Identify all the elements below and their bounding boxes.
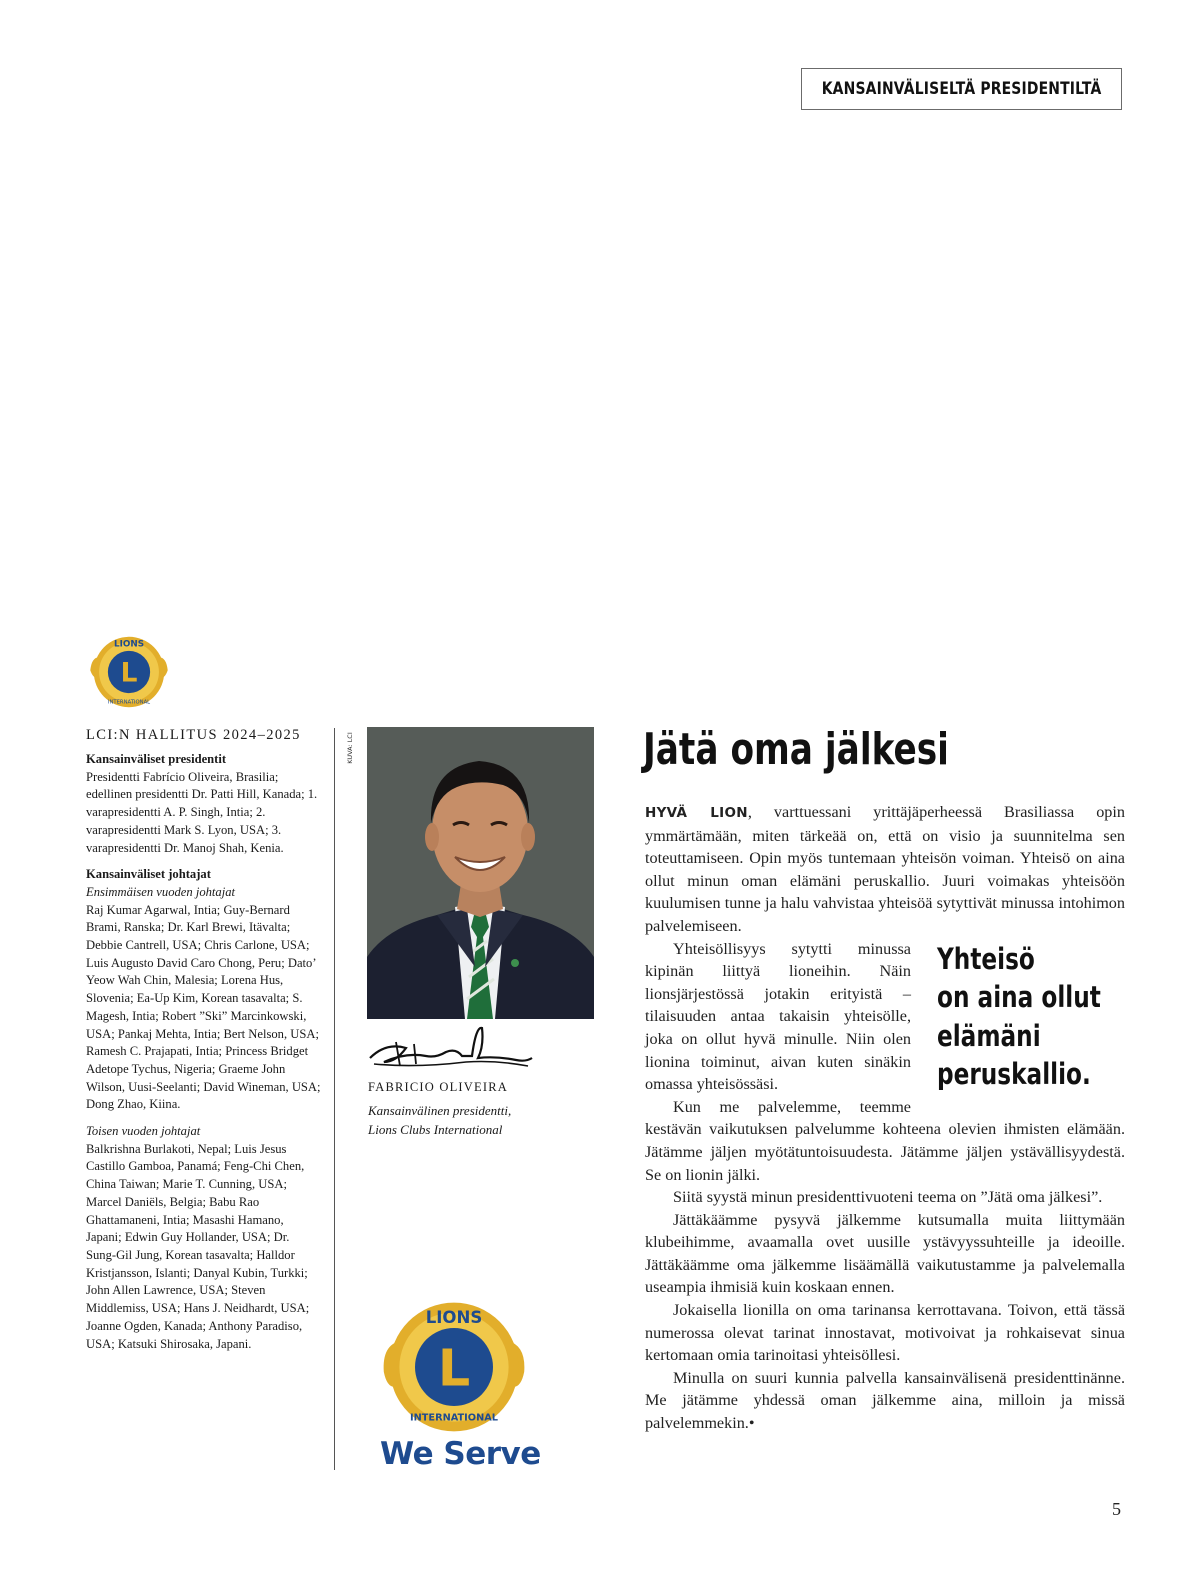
- logo-top-text: LIONS: [113, 639, 145, 650]
- portrait-illustration: [367, 727, 594, 1019]
- first-year-heading: Ensimmäisen vuoden johtajat: [86, 884, 236, 899]
- pull-quote: [937, 940, 1125, 1094]
- big-logo-letter: L: [437, 1338, 471, 1398]
- article-body: [645, 801, 1125, 1435]
- photo-credit-text: KUVA: LCI: [345, 732, 354, 764]
- board-list: [86, 726, 322, 1362]
- article-paragraph-1: [645, 801, 1125, 938]
- big-logo-top-text: LIONS: [425, 1308, 483, 1328]
- signature-name: FABRICIO OLIVEIRA: [368, 1080, 508, 1094]
- president-portrait: [367, 727, 594, 1019]
- logo-bottom-text: INTERNATIONAL: [107, 699, 151, 706]
- article-paragraph-7: [645, 1367, 1125, 1435]
- article-title-text: Jätä oma jälkesi: [643, 724, 949, 775]
- article-paragraph-4: Siitä syystä minun presidenttivuoteni teema on ”Jätä oma jälkesi”.: [673, 1188, 1103, 1207]
- president-signature: [366, 1022, 534, 1074]
- lions-logo-large: [376, 1292, 532, 1442]
- salutation: HYVÄ LION: [645, 805, 748, 821]
- column-divider: [334, 728, 335, 1470]
- article-p2-text: Yhteisöllisyys sytytti minussa kipinän liittyä lioneihin. Näin lionsjärjestössä jotakin erityistä – tilaisuuden antaa takaisin yhteisölle, joka on ollut hyvä minulle. Niin olen lionina toiminut, aivan kuten sinäkin omassa yhteisössäsi.: [645, 939, 911, 1094]
- section-label-box: [801, 68, 1122, 110]
- article-title: [643, 722, 1123, 778]
- article-paragraph-3: Kun me palvelemme, teemme kestävän vaikutuksen palvelumme kohteena olevien ihmisten elämään. Jätämme jäljen myötätuntoisuudesta. Jätämme jäljen ystävällisyydestä. Se on lionin jälki.: [645, 1097, 1125, 1184]
- signature-title-line2: Lions Clubs International: [368, 1122, 503, 1137]
- presidents-text: Presidentti Fabrício Oliveira, Brasilia; edellinen presidentti Dr. Patti Hill, Kanada; 1. varapresidentti A. P. Singh, Intia; 2. varapresidentti Mark S. Lyon, USA; 3. varapresidentti Dr. Manoj Shah, Kenia.: [86, 769, 318, 855]
- second-year-heading: Toisen vuoden johtajat: [86, 1124, 201, 1139]
- article-paragraph-2: [645, 938, 1125, 1096]
- board-title: LCI:N HALLITUS 2024–2025: [86, 727, 301, 743]
- pull-quote-line: on aina ollut: [937, 980, 1101, 1015]
- photo-credit: [346, 726, 362, 770]
- signature-title: [368, 1101, 511, 1139]
- signature-title-line1: Kansainvälinen presidentti,: [368, 1103, 512, 1118]
- page-number: 5: [1112, 1499, 1121, 1519]
- end-mark: •: [748, 1414, 755, 1433]
- logo-letter: L: [120, 657, 138, 689]
- lions-logo-small: [84, 628, 174, 716]
- pull-quote-line: elämäni: [937, 1018, 1041, 1053]
- pull-quote-line: peruskallio.: [937, 1057, 1091, 1092]
- article-paragraph-6: Jokaisella lionilla on oma tarinansa kerrottavana. Toivon, että tässä numerossa olevat tarinat innostavat, motivoivat ja rohkaisevat sinua kertomaan omia tarinoitasi yhteisöllesi.: [645, 1301, 1125, 1365]
- directors-heading: Kansainväliset johtajat: [86, 867, 211, 882]
- we-serve-motto: We Serve: [380, 1436, 541, 1472]
- article-p1-text: , varttuessani yrittäjäperheessä Brasiliassa opin ymmärtämään, miten tärkeää on, että on visio ja suunnitelma sen toteuttamiseen. Opin myös tuntemaan yhteisön voiman. Yhteisö on aina ollut minun oman elämäni peruskallio. Juuri voimakas yhteisöön kuulumisen tunne ja halu vahvistaa yhteisöä sytyttivät minussa intohimon palvelemiseen.: [645, 803, 1125, 935]
- article-p7-text: Minulla on suuri kunnia palvella kansainvälisenä presidenttinänne. Me jätämme yhdessä oman jälkemme aina, milloin ja missä palvelemmekin.: [645, 1368, 1125, 1433]
- second-year-text: Balkrishna Burlakoti, Nepal; Luis Jesus Castillo Gamboa, Panamá; Feng-Chi Chen, China Taiwan; Marie T. Cunning, USA; Marcel Daniëls, Belgia; Babu Rao Ghattamaneni, Intia; Masashi Hamano, Japani; Edwin Guy Hollander, USA; Dr. Sung-Gil Jung, Korean tasavalta; Halldor Kristjansson, Islanti; Danyal Kubin, Turkki; John Allen Lawrence, USA; Steven Middlemiss, USA; Hans J. Neidhardt, USA; Joanne Ogden, Kanada; Anthony Paradiso, USA; Katsuki Shirosaka, Japani.: [86, 1141, 310, 1351]
- pull-quote-line: Yhteisö: [937, 941, 1035, 976]
- presidents-heading: Kansainväliset presidentit: [86, 752, 227, 766]
- article-paragraph-5: Jättäkäämme pysyvä jälkemme kutsumalla muita liittymään klubeihimme, avaamalla ovet uusille ystävyyssuhteille ja ideoille. Jättäkäämme oma jälkemme lisäämällä vaikutustamme ja palvelemalla useampia ihmisiä kuin koskaan ennen.: [645, 1210, 1125, 1297]
- section-label: KANSAINVÄLISELTÄ PRESIDENTILTÄ: [821, 79, 1102, 99]
- big-logo-bottom-text: INTERNATIONAL: [409, 1412, 499, 1424]
- first-year-text: Raj Kumar Agarwal, Intia; Guy-Bernard Brami, Ranska; Dr. Karl Brewi, Itävalta; Debbie Cantrell, USA; Chris Carlone, USA; Luis Augusto David Caro Chong, Peru; Dato’ Yeow Wah Chin, Malesia; Lorena Hus, Slovenia; Ea-Up Kim, Korean tasavalta; S. Magesh, Intia; Robert ”Ski” Marcinkowski, USA; Pankaj Mehta, Intia; Bert Nelson, USA; Ramesh C. Prajapati, Intia; Princess Bridget Adetope Tychus, Nigeria; Graeme John Wilson, Uusi-Seelanti; David Wineman, USA; Dong Zhao, Kiina.: [86, 902, 321, 1112]
